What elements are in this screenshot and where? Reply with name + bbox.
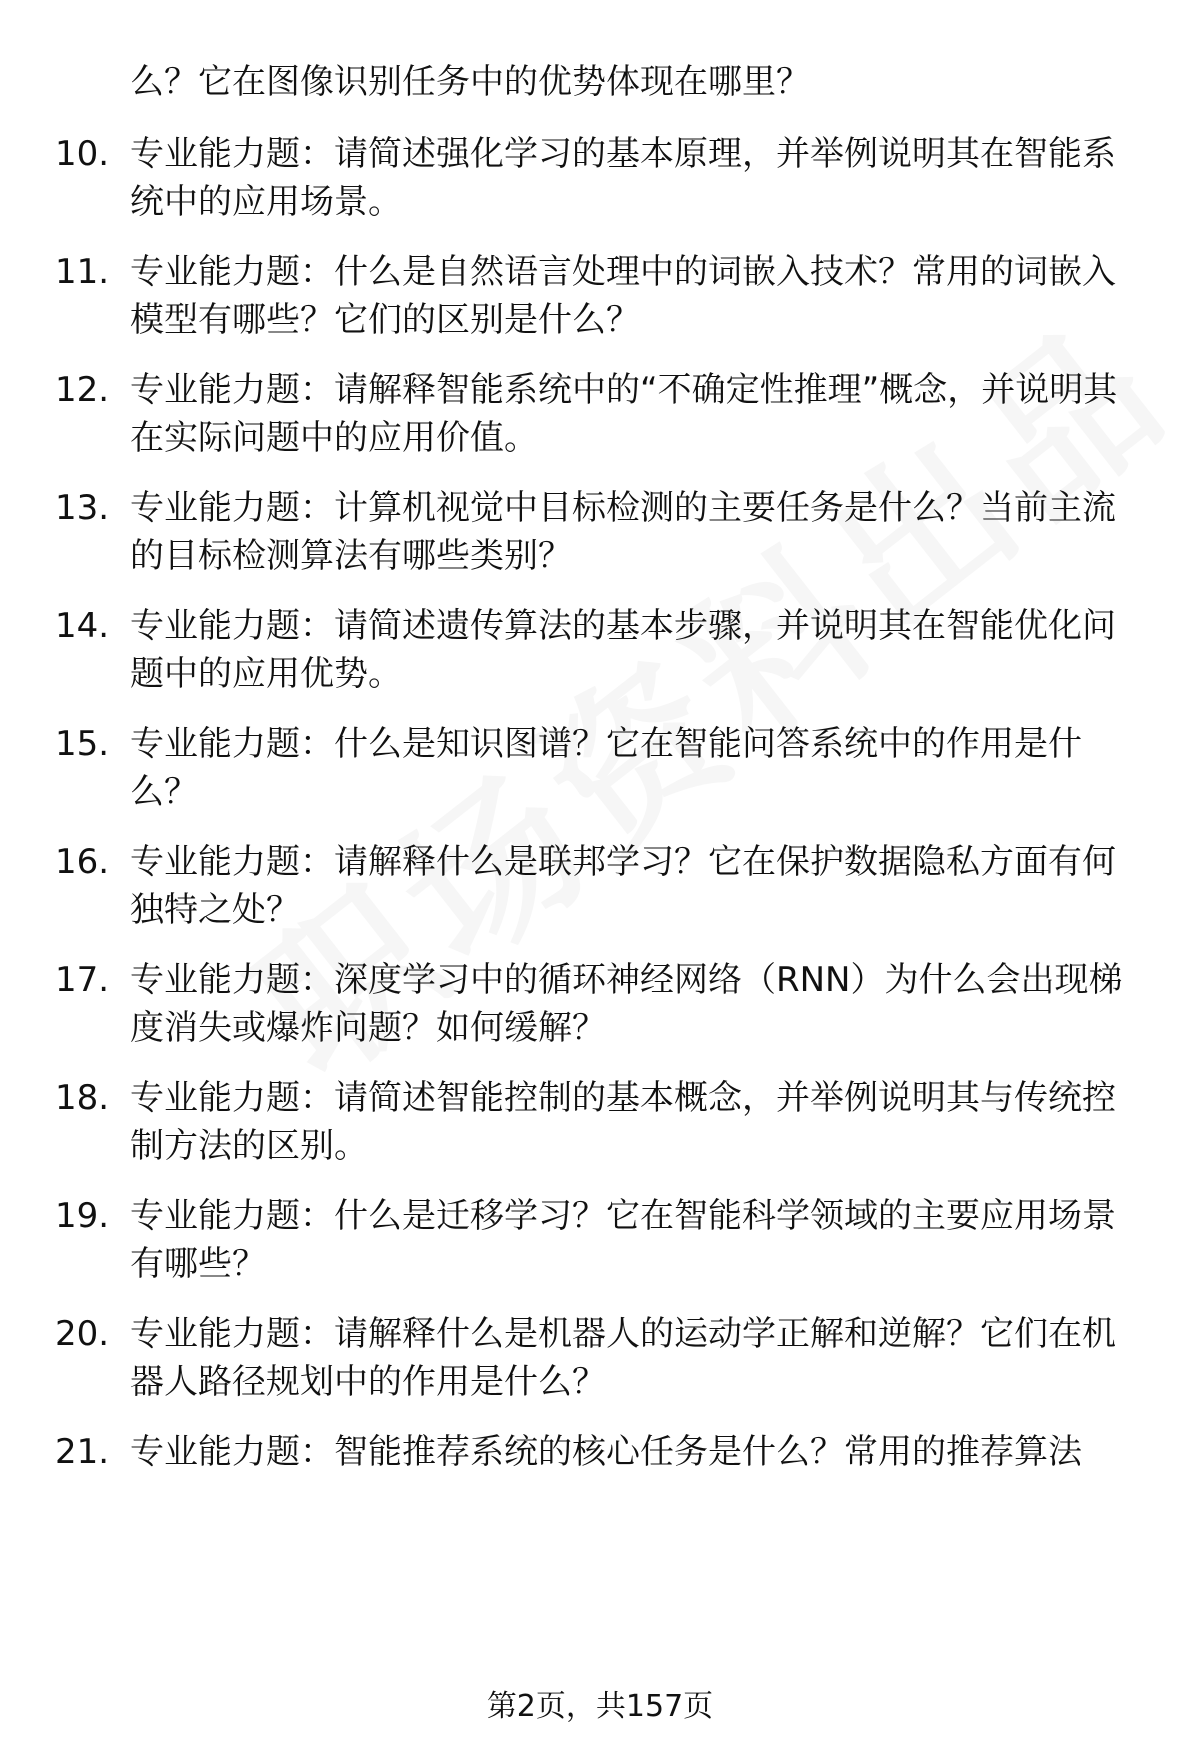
question-text: 专业能力题：请简述遗传算法的基本步骤，并说明其在智能优化问题中的应用优势。 — [130, 606, 1116, 694]
question-text: 专业能力题：请简述强化学习的基本原理，并举例说明其在智能系统中的应用场景。 — [130, 134, 1116, 222]
question-number: 20. — [55, 1314, 110, 1354]
lead-line: 么？它在图像识别任务中的优势体现在哪里？ — [130, 62, 810, 102]
question-number: 12. — [55, 370, 110, 410]
question-number: 11. — [55, 252, 110, 292]
question-number: 17. — [55, 960, 110, 1000]
question-text: 专业能力题：智能推荐系统的核心任务是什么？常用的推荐算法 — [130, 1432, 1082, 1472]
question-number: 10. — [55, 134, 110, 174]
page-footer: 第2页，共157页 — [486, 1689, 714, 1724]
question-text: 专业能力题：请解释什么是机器人的运动学正解和逆解？它们在机器人路径规划中的作用是什么？ — [130, 1314, 1116, 1402]
question-text: 专业能力题：深度学习中的循环神经网络（RNN）为什么会出现梯度消失或爆炸问题？如何缓解？ — [130, 960, 1123, 1048]
question-number: 14. — [55, 606, 110, 646]
question-number: 15. — [55, 724, 110, 764]
question-text: 专业能力题：什么是迁移学习？它在智能科学领域的主要应用场景有哪些？ — [130, 1196, 1116, 1284]
question-text: 专业能力题：请解释智能系统中的“不确定性推理”概念，并说明其在实际问题中的应用价值。 — [130, 370, 1118, 458]
question-text: 专业能力题：什么是自然语言处理中的词嵌入技术？常用的词嵌入模型有哪些？它们的区别是什么？ — [130, 252, 1116, 340]
question-text: 专业能力题：计算机视觉中目标检测的主要任务是什么？当前主流的目标检测算法有哪些类别？ — [130, 488, 1116, 576]
question-number: 18. — [55, 1078, 110, 1118]
question-text: 专业能力题：请简述智能控制的基本概念，并举例说明其与传统控制方法的区别。 — [130, 1078, 1116, 1166]
question-number: 21. — [55, 1432, 110, 1472]
question-text: 专业能力题：请解释什么是联邦学习？它在保护数据隐私方面有何独特之处？ — [130, 842, 1116, 930]
question-text: 专业能力题：什么是知识图谱？它在智能问答系统中的作用是什么？ — [130, 724, 1082, 812]
question-number: 13. — [55, 488, 110, 528]
question-number: 19. — [55, 1196, 110, 1236]
question-number: 16. — [55, 842, 110, 882]
